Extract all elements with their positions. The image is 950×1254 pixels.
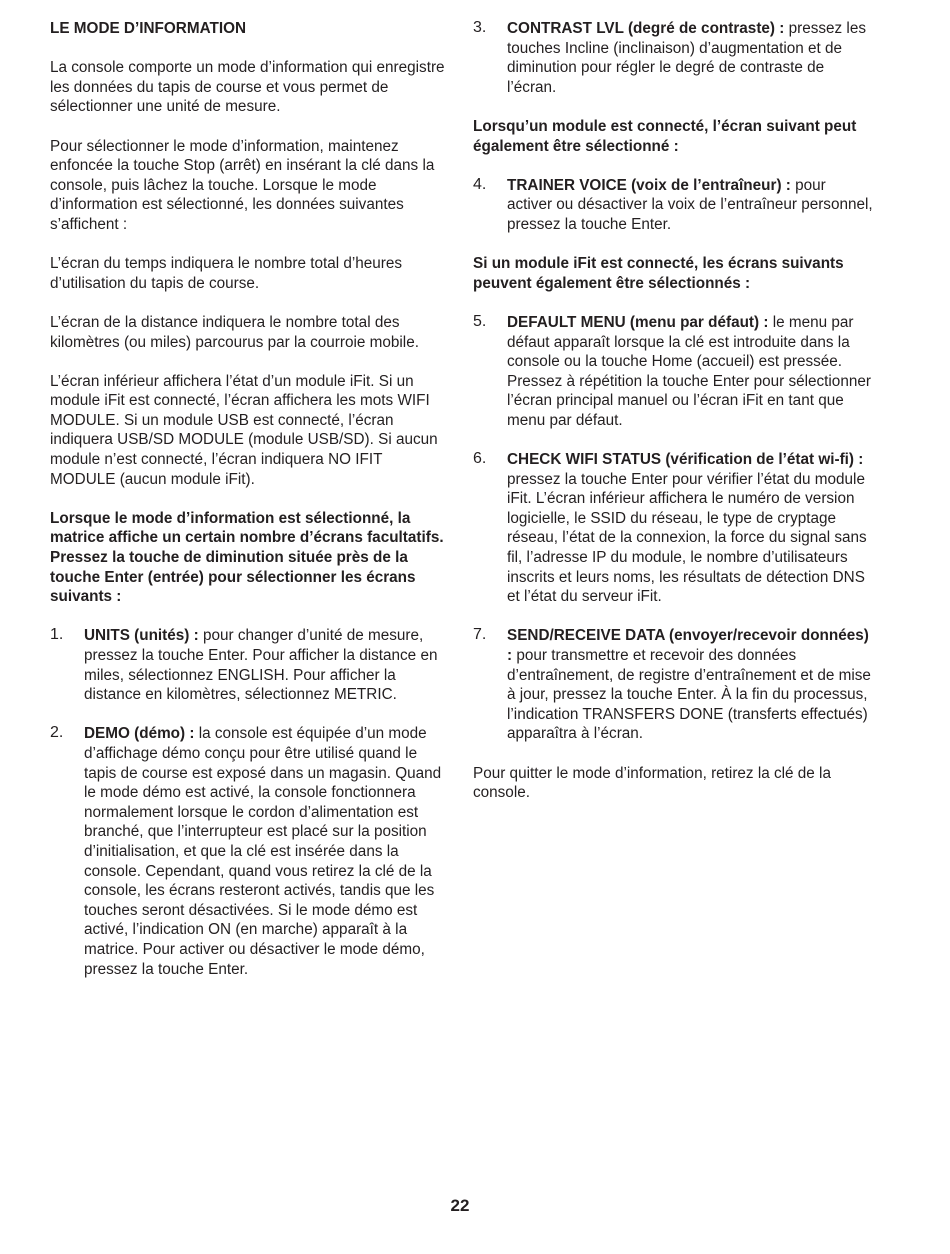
time-screen-paragraph: L’écran du temps indiquera le nombre total d’heures d’utilisation du tapis de course. bbox=[50, 255, 403, 292]
list-item-term: CHECK WIFI STATUS (vérification de l’état wi-fi) : bbox=[507, 451, 864, 469]
select-mode-paragraph: Pour sélectionner le mode d’information, maintenez enfoncée la touche Stop (arrêt) en insérant la clé dans la console, puis lâchez la touche. Lorsque le mode d’information est sélectionné, les données suivantes s’affichent : bbox=[50, 137, 435, 233]
list-item-term: CONTRAST LVL (degré de contraste) : bbox=[507, 20, 785, 37]
list-item-term: TRAINER VOICE (voix de l’entraîneur) : bbox=[507, 176, 791, 194]
intro-paragraph: La console comporte un mode d’information qui enregistre les données du tapis de course et vous permet de sélectionner une unité de mesure. bbox=[50, 59, 445, 116]
list-item-check-wifi bbox=[473, 450, 875, 607]
list-item-term: DEMO (démo) : bbox=[84, 725, 195, 743]
section-heading: LE MODE D’INFORMATION bbox=[50, 20, 247, 37]
list-item-text: la console est équipée d’un mode d’affichage démo conçu pour être utilisé quand le tapis de course est exposé dans un magasin. Quand le mode démo est activé, la console fonctionnera normalement lorsque le cordon d’alimentation est branché, que l’interrupteur est placé sur la position d’initialisation, et que la clé est insérée dans la console. Cependant, quand vous retirez la clé de la console, les écrans resteront activés, tandis que les touches seront désactivées. Si le mode démo est activé, l’indication ON (en marche) apparaît à la matrice. Pour activer ou désactiver le mode démo, pressez la touche Enter. bbox=[84, 725, 442, 978]
right-column bbox=[473, 19, 875, 822]
optional-screens-paragraph: Lorsque le mode d’information est sélectionné, la matrice affiche un certain nombre d’écrans facultatifs. Pressez la touche de diminution située près de la touche Enter (entrée) pour sélectionner les écrans suivants : bbox=[50, 509, 444, 606]
list-item-default-menu bbox=[473, 313, 875, 431]
list-item-text: pour activer ou désactiver la voix de l’entraîneur personnel, pressez la touche Enter. bbox=[507, 176, 873, 233]
list-item-term: UNITS (unités) : bbox=[84, 627, 199, 645]
list-item-number: 7. bbox=[473, 626, 487, 644]
list-item-number: 5. bbox=[473, 312, 487, 330]
list-item-trainer-voice bbox=[473, 176, 875, 235]
list-item-text: pressez la touche Enter pour vérifier l’état du module iFit. L’écran inférieur affichera le numéro de version logicielle, le SSID du réseau, le type de cryptage réseau, l’état de la connexion, la force du signal sans fil, l’adresse IP du module, le nombre d’utilisateurs inscrits et leurs noms, les résultats de détection DNS et l’état du serveur iFit. bbox=[507, 470, 867, 606]
list-item-text: pressez les touches Incline (inclinaison) d’augmentation et de diminution pour régler le degré de contraste de l’écran. bbox=[507, 20, 866, 96]
ifit-connected-paragraph: Si un module iFit est connecté, les écrans suivants peuvent également être sélectionnés : bbox=[473, 255, 844, 292]
list-item-number: 3. bbox=[473, 19, 487, 36]
lower-screen-paragraph: L’écran inférieur affichera l’état d’un module iFit. Si un module iFit est connecté, l’écran affichera les mots WIFI MODULE. Si un module USB est connecté, l’écran indiquera USB/SD MODULE (module USB/SD). Si aucun module n’est connecté, l’écran indiquera NO IFIT MODULE (aucun module iFit). bbox=[50, 372, 438, 488]
list-item-number: 4. bbox=[473, 175, 487, 193]
list-item-text: pour transmettre et recevoir des données d’entraînement, de registre d’entraînement et de mise à jour, pressez la touche Enter. À la fin du processus, l’indication TRANSFERS DONE (transferts effectués) apparaîtra à l’écran. bbox=[507, 647, 871, 743]
list-item-number: 6. bbox=[473, 450, 487, 468]
closing-paragraph: Pour quitter le mode d’information, retirez la clé de la console. bbox=[473, 764, 831, 802]
page-number: 22 bbox=[450, 1196, 470, 1215]
list-item-term: DEFAULT MENU (menu par défaut) : bbox=[507, 313, 769, 331]
list-item-term: SEND/RECEIVE DATA (envoyer/recevoir données) : bbox=[507, 627, 869, 664]
list-item-number: 1. bbox=[50, 626, 64, 644]
list-item-text: pour changer d’unité de mesure, pressez la touche Enter. Pour afficher la distance en miles, sélectionnez ENGLISH. Pour afficher la distance en kilomètres, sélectionnez METRIC. bbox=[84, 627, 438, 704]
module-connected-paragraph: Lorsqu’un module est connecté, l’écran suivant peut également être sélectionné : bbox=[473, 117, 857, 155]
list-item-contrast bbox=[473, 19, 875, 97]
list-item-text: le menu par défaut apparaît lorsque la clé est introduite dans la console ou la touche Home (accueil) est pressée. Pressez à répétition la touche Enter pour sélectionner l’écran principal manuel ou l’écran iFit en tant que menu par défaut. bbox=[507, 313, 871, 429]
list-item-units bbox=[50, 626, 450, 704]
distance-screen-paragraph: L’écran de la distance indiquera le nombre total des kilomètres (ou miles) parcourus par la courroie mobile. bbox=[50, 313, 419, 351]
list-item-demo bbox=[50, 724, 450, 979]
list-item-number: 2. bbox=[50, 724, 64, 742]
left-column bbox=[50, 19, 450, 999]
list-item-send-receive bbox=[473, 626, 875, 744]
